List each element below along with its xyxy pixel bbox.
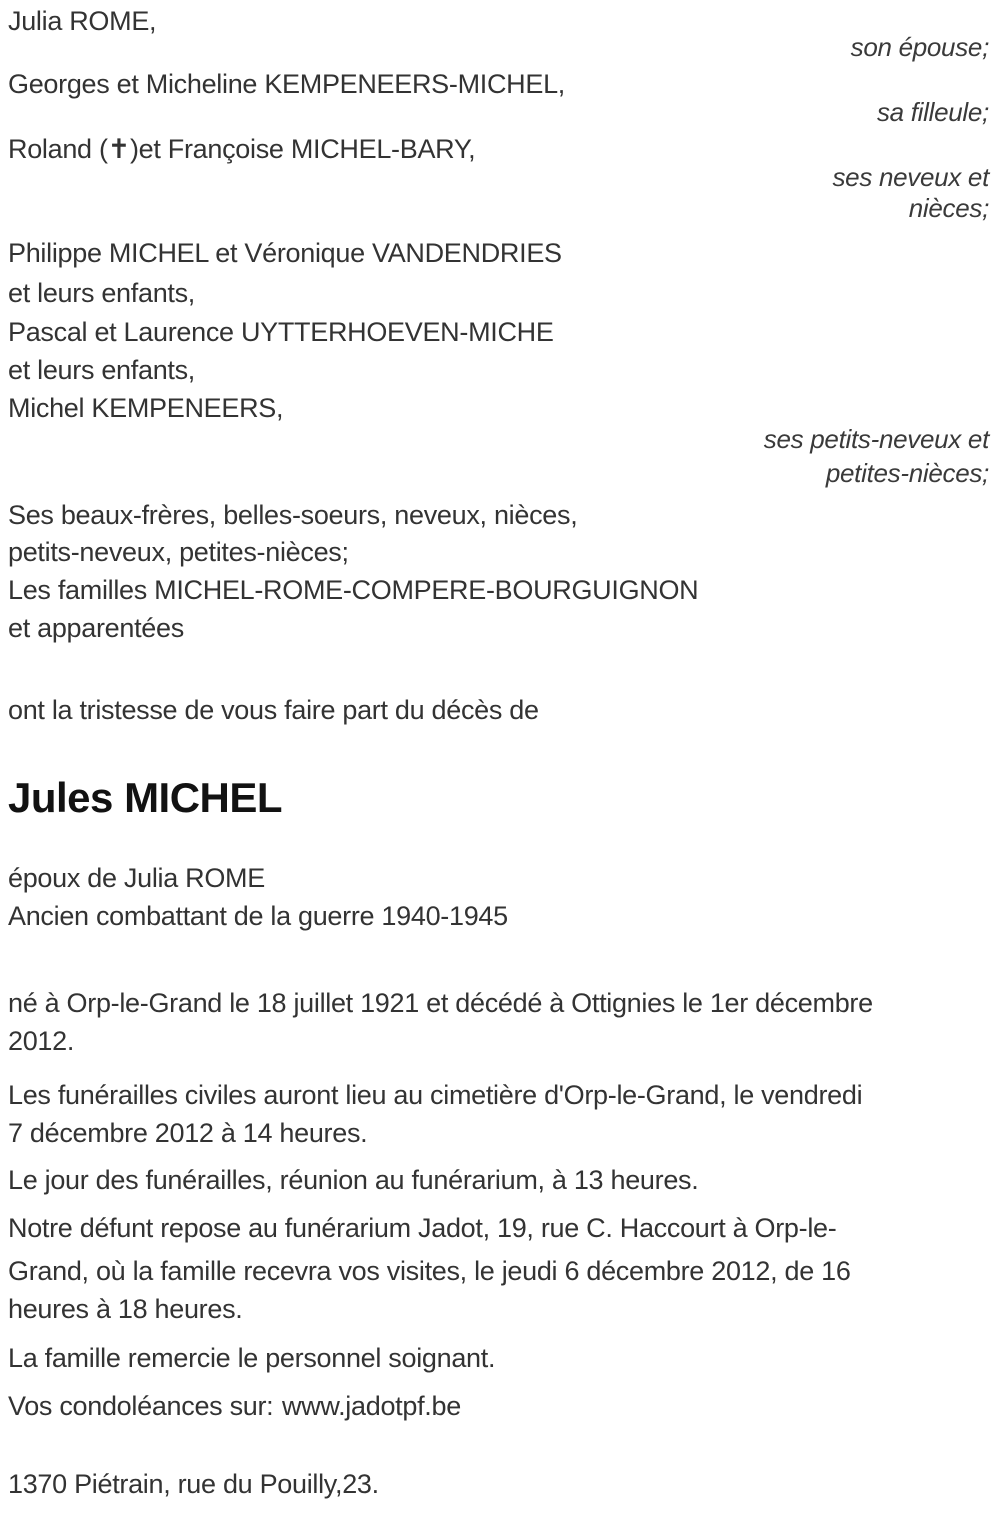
visitation-line: heures à 18 heures. bbox=[8, 1294, 243, 1324]
funeral-line: Les funérailles civiles auront lieu au cimetière d'Orp-le-Grand, le vendredi bbox=[8, 1080, 863, 1110]
relation-label: sa filleule; bbox=[876, 97, 989, 127]
condolences-line bbox=[8, 1393, 461, 1420]
deceased-detail-line: Ancien combattant de la guerre 1940-1945 bbox=[8, 901, 508, 931]
mourner-name-line: Michel KEMPENEERS, bbox=[8, 393, 284, 423]
relation-label: nièces; bbox=[908, 193, 989, 223]
mourner-name-line: Roland (✝)et Françoise MICHEL-BARY, bbox=[8, 134, 476, 164]
relation-label: son épouse; bbox=[850, 32, 989, 62]
gathering-line: Le jour des funérailles, réunion au funérarium, à 13 heures. bbox=[8, 1165, 699, 1195]
mourner-name-line: et leurs enfants, bbox=[8, 278, 196, 308]
birth-death-line: 2012. bbox=[8, 1026, 75, 1056]
birth-death-line: né à Orp-le-Grand le 18 juillet 1921 et décédé à Ottignies le 1er décembre bbox=[8, 988, 873, 1018]
condolences-url[interactable]: www.jadotpf.be bbox=[282, 1391, 461, 1421]
relation-label: ses petits-neveux et bbox=[763, 424, 989, 454]
mourner-name-line: Julia ROME, bbox=[8, 6, 157, 36]
mourner-name-line: Pascal et Laurence UYTTERHOEVEN-MICHE bbox=[8, 317, 554, 347]
mourner-name-line: Les familles MICHEL-ROME-COMPERE-BOURGUIGNON bbox=[8, 575, 699, 605]
mourner-name-line: Ses beaux-frères, belles-soeurs, neveux, nièces, bbox=[8, 500, 578, 530]
page-title-deceased-name: Jules MICHEL bbox=[8, 774, 283, 821]
thanks-line: La famille remercie le personnel soignant. bbox=[8, 1343, 496, 1373]
deceased-detail-line: époux de Julia ROME bbox=[8, 863, 265, 893]
visitation-line: Grand, où la famille recevra vos visites, le jeudi 6 décembre 2012, de 16 bbox=[8, 1256, 851, 1286]
footer-address: 1370 Piétrain, rue du Pouilly,23. bbox=[8, 1469, 379, 1499]
mourner-name-line: Philippe MICHEL et Véronique VANDENDRIES bbox=[8, 238, 562, 268]
relation-label: petites-nièces; bbox=[825, 458, 989, 488]
mourner-name-line: et leurs enfants, bbox=[8, 355, 196, 385]
visitation-line: Notre défunt repose au funérarium Jadot, 19, rue C. Haccourt à Orp-le- bbox=[8, 1213, 837, 1243]
condolences-label: Vos condoléances sur: bbox=[8, 1391, 274, 1421]
mourner-name-line: et apparentées bbox=[8, 613, 184, 643]
relation-label: ses neveux et bbox=[832, 162, 989, 192]
mourner-name-line: petits-neveux, petites-nièces; bbox=[8, 537, 349, 567]
funeral-line: 7 décembre 2012 à 14 heures. bbox=[8, 1118, 368, 1148]
mourner-name-line: Georges et Micheline KEMPENEERS-MICHEL, bbox=[8, 69, 565, 99]
intro-line: ont la tristesse de vous faire part du décès de bbox=[8, 695, 539, 725]
